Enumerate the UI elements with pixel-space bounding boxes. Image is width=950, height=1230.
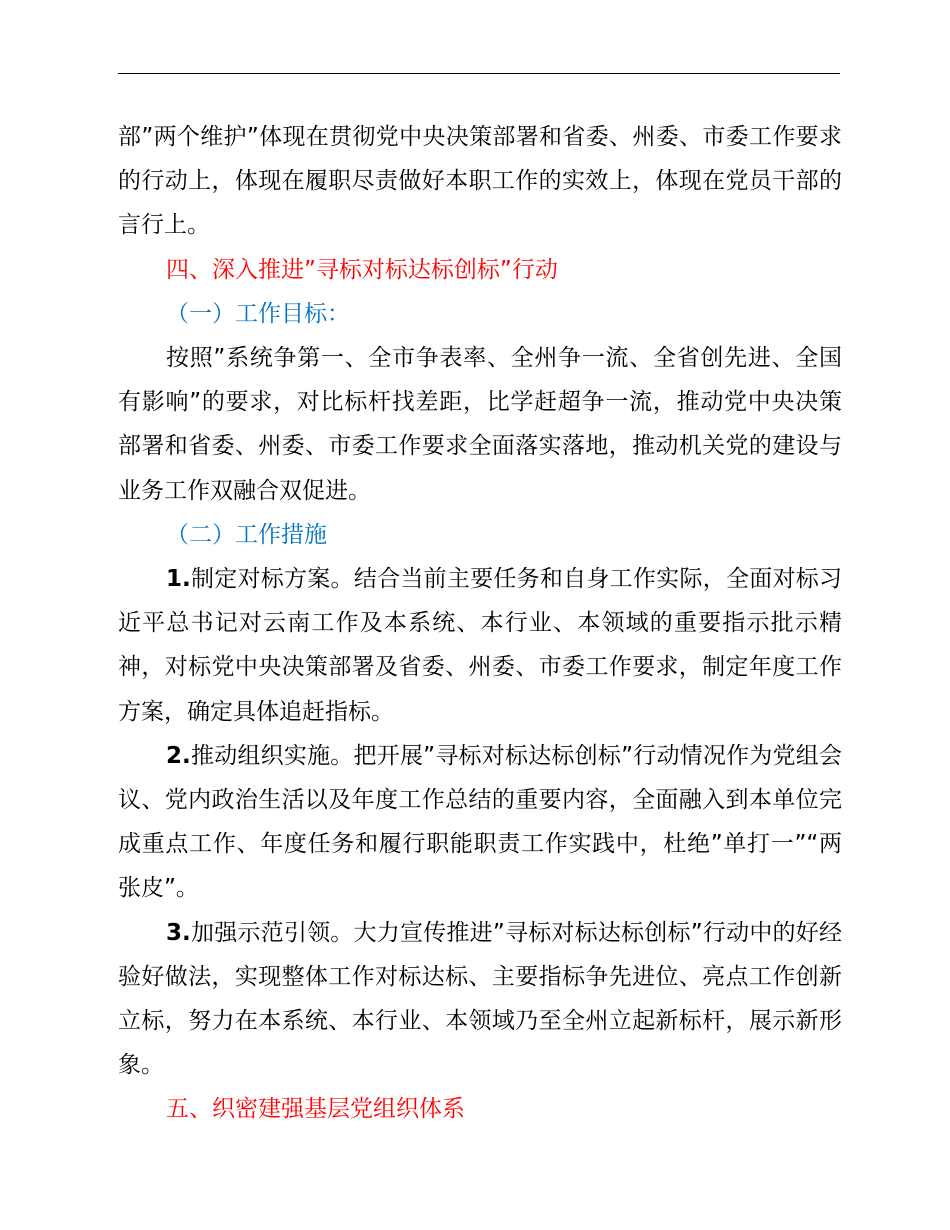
subheading-goals: （一）工作目标： (166, 300, 350, 327)
document-body (118, 115, 842, 1132)
measure-number: 2. (166, 742, 191, 769)
header-rule (118, 73, 840, 74)
section-heading-5: 五、织密建强基层党组织体系 (166, 1096, 465, 1123)
measure-item-3 (118, 911, 842, 1088)
paragraph-continuation: 部”两个维护”体现在贯彻党中央决策部署和省委、州委、市委工作要求的行动上，体现在履职尽责做好本职工作的实效上，体现在党员干部的言行上。 (118, 124, 842, 239)
section-heading-4: 四、深入推进”寻标对标达标创标”行动 (166, 256, 558, 283)
measure-number: 3. (166, 919, 191, 946)
measure-item-2 (118, 734, 842, 911)
paragraph-goals: 按照”系统争第一、全市争表率、全州争一流、全省创先进、全国有影响”的要求，对比标杆找差距，比学赶超争一流，推动党中央决策部署和省委、州委、市委工作要求全面落实落地，推动机关党的建设与业务工作双融合双促进。 (118, 345, 842, 504)
measure-number: 1. (166, 566, 191, 593)
measure-text: 加强示范引领。大力宣传推进”寻标对标达标创标”行动中的好经验好做法，实现整体工作对标达标、主要指标争先进位、亮点工作创新立标，努力在本系统、本行业、本领域乃至全州立起新标杆，展示新形象。 (118, 919, 842, 1079)
subheading-measures: （二）工作措施 (166, 521, 327, 548)
measure-text: 推动组织实施。把开展”寻标对标达标创标”行动情况作为党组会议、党内政治生活以及年度工作总结的重要内容，全面融入到本单位完成重点工作、年度任务和履行职能职责工作实践中，杜绝”单打一”“两张皮”。 (118, 742, 842, 902)
measure-text: 制定对标方案。结合当前主要任务和自身工作实际，全面对标习近平总书记对云南工作及本系统、本行业、本领域的重要指示批示精神，对标党中央决策部署及省委、州委、市委工作要求，制定年度工作方案，确定具体追赶指标。 (118, 566, 842, 725)
measure-item-1 (118, 557, 842, 734)
